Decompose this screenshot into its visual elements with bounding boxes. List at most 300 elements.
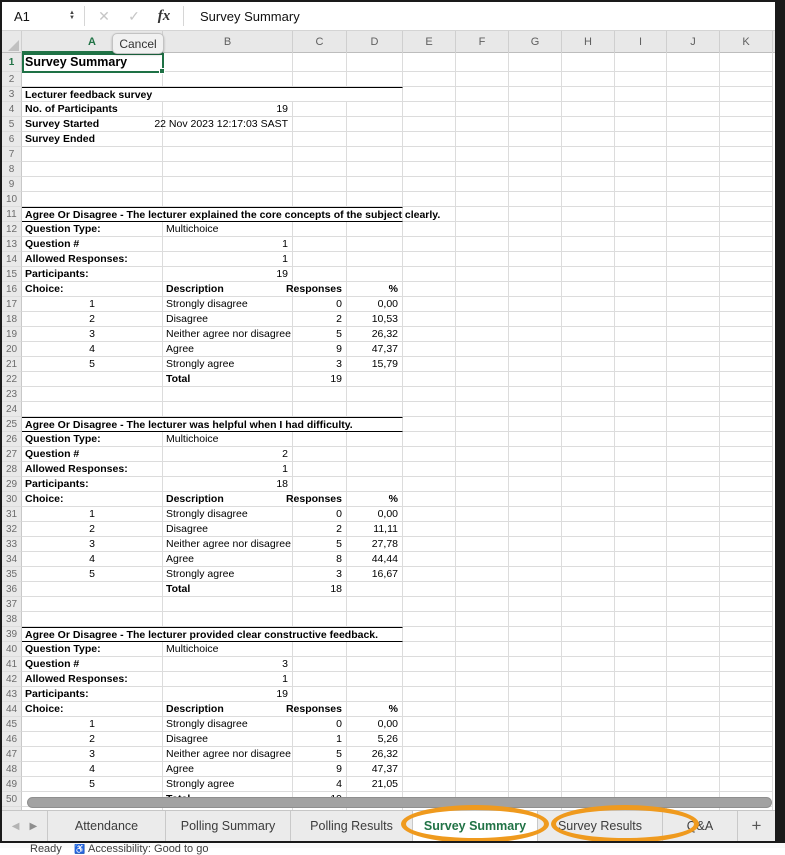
- cell-G37[interactable]: [509, 597, 562, 612]
- row-header-23[interactable]: 23: [2, 387, 22, 402]
- cell-F25[interactable]: [456, 417, 509, 432]
- cell-F47[interactable]: [456, 747, 509, 762]
- cell-B33[interactable]: Neither agree nor disagree: [163, 537, 293, 552]
- tab-nav-right-icon[interactable]: ▶: [29, 820, 38, 832]
- cell-A20[interactable]: 4: [22, 342, 163, 357]
- cell-J3[interactable]: [667, 87, 720, 102]
- cell-H10[interactable]: [562, 192, 615, 207]
- row-header-25[interactable]: 25: [2, 417, 22, 432]
- cell-A36[interactable]: [22, 582, 163, 597]
- cell-K21[interactable]: [720, 357, 773, 372]
- cell-G45[interactable]: [509, 717, 562, 732]
- cell-H21[interactable]: [562, 357, 615, 372]
- row-header-19[interactable]: 19: [2, 327, 22, 342]
- cell-J32[interactable]: [667, 522, 720, 537]
- cell-F26[interactable]: [456, 432, 509, 447]
- cell-D21[interactable]: 15,79: [347, 357, 403, 372]
- name-box-spinner[interactable]: [64, 11, 80, 21]
- cell-E35[interactable]: [403, 567, 456, 582]
- cell-K27[interactable]: [720, 447, 773, 462]
- cell-B8[interactable]: [163, 162, 293, 177]
- cell-A40[interactable]: Question Type:: [22, 642, 163, 657]
- column-header-E[interactable]: E: [403, 31, 456, 53]
- cell-H6[interactable]: [562, 132, 615, 147]
- row-header-2[interactable]: 2: [2, 72, 22, 87]
- cell-C19[interactable]: 5: [293, 327, 347, 342]
- cell-A45[interactable]: 1: [22, 717, 163, 732]
- cell-B43[interactable]: 19: [163, 687, 293, 702]
- cell-D24[interactable]: [347, 402, 403, 417]
- cell-H4[interactable]: [562, 102, 615, 117]
- column-header-J[interactable]: J: [667, 31, 720, 53]
- cell-K43[interactable]: [720, 687, 773, 702]
- column-header-K[interactable]: K: [720, 31, 773, 53]
- cell-D40[interactable]: [347, 642, 403, 657]
- cell-A48[interactable]: 4: [22, 762, 163, 777]
- cell-H13[interactable]: [562, 237, 615, 252]
- cell-I35[interactable]: [615, 567, 667, 582]
- cell-E47[interactable]: [403, 747, 456, 762]
- cell-I8[interactable]: [615, 162, 667, 177]
- cell-G23[interactable]: [509, 387, 562, 402]
- cell-A28[interactable]: Allowed Responses:: [22, 462, 163, 477]
- cell-D13[interactable]: [347, 237, 403, 252]
- cell-I32[interactable]: [615, 522, 667, 537]
- cell-G27[interactable]: [509, 447, 562, 462]
- cell-K13[interactable]: [720, 237, 773, 252]
- cell-H31[interactable]: [562, 507, 615, 522]
- cell-I31[interactable]: [615, 507, 667, 522]
- cell-B21[interactable]: Strongly agree: [163, 357, 293, 372]
- cell-G18[interactable]: [509, 312, 562, 327]
- cell-B32[interactable]: Disagree: [163, 522, 293, 537]
- cell-D23[interactable]: [347, 387, 403, 402]
- cell-E36[interactable]: [403, 582, 456, 597]
- row-header-41[interactable]: 41: [2, 657, 22, 672]
- cell-D28[interactable]: [347, 462, 403, 477]
- cell-F33[interactable]: [456, 537, 509, 552]
- cell-K49[interactable]: [720, 777, 773, 792]
- cell-I33[interactable]: [615, 537, 667, 552]
- row-header-34[interactable]: 34: [2, 552, 22, 567]
- column-header-C[interactable]: C: [293, 31, 347, 53]
- cell-A41[interactable]: Question #: [22, 657, 163, 672]
- cell-I17[interactable]: [615, 297, 667, 312]
- cell-D22[interactable]: [347, 372, 403, 387]
- cell-G32[interactable]: [509, 522, 562, 537]
- cell-B47[interactable]: Neither agree nor disagree: [163, 747, 293, 762]
- cell-D44[interactable]: %: [347, 702, 403, 717]
- cell-H37[interactable]: [562, 597, 615, 612]
- cell-A43[interactable]: Participants:: [22, 687, 163, 702]
- row-header-37[interactable]: 37: [2, 597, 22, 612]
- row-header-44[interactable]: 44: [2, 702, 22, 717]
- cell-J35[interactable]: [667, 567, 720, 582]
- cell-F2[interactable]: [456, 72, 509, 87]
- cell-A31[interactable]: 1: [22, 507, 163, 522]
- column-header-I[interactable]: I: [615, 31, 667, 53]
- cell-G24[interactable]: [509, 402, 562, 417]
- cell-E48[interactable]: [403, 762, 456, 777]
- cell-C10[interactable]: [293, 192, 347, 207]
- cell-J38[interactable]: [667, 612, 720, 627]
- cell-F23[interactable]: [456, 387, 509, 402]
- cell-B16[interactable]: Description: [163, 282, 293, 297]
- cell-I13[interactable]: [615, 237, 667, 252]
- cell-D10[interactable]: [347, 192, 403, 207]
- cell-C4[interactable]: [293, 102, 347, 117]
- cell-I48[interactable]: [615, 762, 667, 777]
- cell-D35[interactable]: 16,67: [347, 567, 403, 582]
- cell-C49[interactable]: 4: [293, 777, 347, 792]
- cell-B24[interactable]: [163, 402, 293, 417]
- cell-B27[interactable]: 2: [163, 447, 293, 462]
- cell-F12[interactable]: [456, 222, 509, 237]
- cell-F20[interactable]: [456, 342, 509, 357]
- cell-K14[interactable]: [720, 252, 773, 267]
- cell-A4[interactable]: No. of Participants: [22, 102, 163, 117]
- cell-G1[interactable]: [509, 53, 562, 72]
- cell-I29[interactable]: [615, 477, 667, 492]
- cell-K7[interactable]: [720, 147, 773, 162]
- cell-K22[interactable]: [720, 372, 773, 387]
- cell-J13[interactable]: [667, 237, 720, 252]
- cell-K42[interactable]: [720, 672, 773, 687]
- cell-B44[interactable]: Description: [163, 702, 293, 717]
- cell-J39[interactable]: [667, 627, 720, 642]
- cell-D32[interactable]: 11,11: [347, 522, 403, 537]
- cell-E24[interactable]: [403, 402, 456, 417]
- cell-B38[interactable]: [163, 612, 293, 627]
- cell-H46[interactable]: [562, 732, 615, 747]
- sheet-tab-survey-results[interactable]: Survey Results: [537, 811, 662, 841]
- cell-I12[interactable]: [615, 222, 667, 237]
- cell-I37[interactable]: [615, 597, 667, 612]
- cell-F45[interactable]: [456, 717, 509, 732]
- cell-J14[interactable]: [667, 252, 720, 267]
- cell-E12[interactable]: [403, 222, 456, 237]
- cell-B37[interactable]: [163, 597, 293, 612]
- cell-E17[interactable]: [403, 297, 456, 312]
- cell-G3[interactable]: [509, 87, 562, 102]
- cell-D38[interactable]: [347, 612, 403, 627]
- cell-A24[interactable]: [22, 402, 163, 417]
- cell-H8[interactable]: [562, 162, 615, 177]
- cell-C20[interactable]: 9: [293, 342, 347, 357]
- cell-B19[interactable]: Neither agree nor disagree: [163, 327, 293, 342]
- cell-B34[interactable]: Agree: [163, 552, 293, 567]
- cell-C42[interactable]: [293, 672, 347, 687]
- cell-I7[interactable]: [615, 147, 667, 162]
- cell-K12[interactable]: [720, 222, 773, 237]
- cell-D48[interactable]: 47,37: [347, 762, 403, 777]
- cell-J25[interactable]: [667, 417, 720, 432]
- cell-D47[interactable]: 26,32: [347, 747, 403, 762]
- cell-A19[interactable]: 3: [22, 327, 163, 342]
- cell-E5[interactable]: [403, 117, 456, 132]
- cell-J15[interactable]: [667, 267, 720, 282]
- cell-I34[interactable]: [615, 552, 667, 567]
- cell-C2[interactable]: [293, 72, 347, 87]
- cell-E4[interactable]: [403, 102, 456, 117]
- cell-J36[interactable]: [667, 582, 720, 597]
- cell-B49[interactable]: Strongly agree: [163, 777, 293, 792]
- cell-B4[interactable]: 19: [163, 102, 293, 117]
- cell-E40[interactable]: [403, 642, 456, 657]
- cell-K17[interactable]: [720, 297, 773, 312]
- cell-A1[interactable]: Survey Summary: [22, 53, 163, 72]
- cell-K20[interactable]: [720, 342, 773, 357]
- cell-E22[interactable]: [403, 372, 456, 387]
- cell-B29[interactable]: 18: [163, 477, 293, 492]
- cell-B23[interactable]: [163, 387, 293, 402]
- sheet-tab-polling-results[interactable]: Polling Results: [290, 811, 412, 841]
- cell-J48[interactable]: [667, 762, 720, 777]
- cell-F40[interactable]: [456, 642, 509, 657]
- cell-G48[interactable]: [509, 762, 562, 777]
- cell-A21[interactable]: 5: [22, 357, 163, 372]
- cell-K32[interactable]: [720, 522, 773, 537]
- cell-I20[interactable]: [615, 342, 667, 357]
- cell-A44[interactable]: Choice:: [22, 702, 163, 717]
- cell-K35[interactable]: [720, 567, 773, 582]
- cell-B9[interactable]: [163, 177, 293, 192]
- cell-C35[interactable]: 3: [293, 567, 347, 582]
- cell-E3[interactable]: [403, 87, 456, 102]
- cell-K4[interactable]: [720, 102, 773, 117]
- cell-K40[interactable]: [720, 642, 773, 657]
- cell-D2[interactable]: [347, 72, 403, 87]
- cell-D36[interactable]: [347, 582, 403, 597]
- cell-J31[interactable]: [667, 507, 720, 522]
- cell-F48[interactable]: [456, 762, 509, 777]
- cell-I4[interactable]: [615, 102, 667, 117]
- cell-C8[interactable]: [293, 162, 347, 177]
- cell-H42[interactable]: [562, 672, 615, 687]
- cell-B45[interactable]: Strongly disagree: [163, 717, 293, 732]
- cell-I38[interactable]: [615, 612, 667, 627]
- cell-H39[interactable]: [562, 627, 615, 642]
- cell-E2[interactable]: [403, 72, 456, 87]
- cell-C12[interactable]: [293, 222, 347, 237]
- cell-K19[interactable]: [720, 327, 773, 342]
- cell-E20[interactable]: [403, 342, 456, 357]
- cell-K36[interactable]: [720, 582, 773, 597]
- cell-J45[interactable]: [667, 717, 720, 732]
- cell-H33[interactable]: [562, 537, 615, 552]
- cell-A42[interactable]: Allowed Responses:: [22, 672, 163, 687]
- cell-H9[interactable]: [562, 177, 615, 192]
- cell-K25[interactable]: [720, 417, 773, 432]
- cell-E43[interactable]: [403, 687, 456, 702]
- cell-B7[interactable]: [163, 147, 293, 162]
- cell-G47[interactable]: [509, 747, 562, 762]
- cell-K1[interactable]: [720, 53, 773, 72]
- cell-B18[interactable]: Disagree: [163, 312, 293, 327]
- cell-D42[interactable]: [347, 672, 403, 687]
- cell-J37[interactable]: [667, 597, 720, 612]
- cell-H40[interactable]: [562, 642, 615, 657]
- cell-H11[interactable]: [562, 207, 615, 222]
- cell-A25[interactable]: Agree Or Disagree - The lecturer was helpful when I had difficulty.: [22, 417, 403, 432]
- cell-G4[interactable]: [509, 102, 562, 117]
- cell-F15[interactable]: [456, 267, 509, 282]
- cell-G2[interactable]: [509, 72, 562, 87]
- cell-I2[interactable]: [615, 72, 667, 87]
- cell-K18[interactable]: [720, 312, 773, 327]
- cell-G40[interactable]: [509, 642, 562, 657]
- cell-C1[interactable]: [293, 53, 347, 72]
- cell-E32[interactable]: [403, 522, 456, 537]
- cell-I3[interactable]: [615, 87, 667, 102]
- row-header-16[interactable]: 16: [2, 282, 22, 297]
- cell-H18[interactable]: [562, 312, 615, 327]
- fx-icon[interactable]: fx: [157, 7, 171, 24]
- sheet-tab-survey-summary[interactable]: Survey Summary: [412, 811, 537, 841]
- cell-H1[interactable]: [562, 53, 615, 72]
- cell-K6[interactable]: [720, 132, 773, 147]
- cell-I36[interactable]: [615, 582, 667, 597]
- cell-C24[interactable]: [293, 402, 347, 417]
- cell-A32[interactable]: 2: [22, 522, 163, 537]
- cell-A26[interactable]: Question Type:: [22, 432, 163, 447]
- cell-H25[interactable]: [562, 417, 615, 432]
- cell-A30[interactable]: Choice:: [22, 492, 163, 507]
- cell-A6[interactable]: Survey Ended: [22, 132, 163, 147]
- cell-F44[interactable]: [456, 702, 509, 717]
- cell-J30[interactable]: [667, 492, 720, 507]
- cell-K11[interactable]: [720, 207, 773, 222]
- cell-F21[interactable]: [456, 357, 509, 372]
- cell-E45[interactable]: [403, 717, 456, 732]
- cell-K31[interactable]: [720, 507, 773, 522]
- cell-C17[interactable]: 0: [293, 297, 347, 312]
- cell-A14[interactable]: Allowed Responses:: [22, 252, 163, 267]
- column-header-F[interactable]: F: [456, 31, 509, 53]
- row-header-11[interactable]: 11: [2, 207, 22, 222]
- cell-C18[interactable]: 2: [293, 312, 347, 327]
- cell-H3[interactable]: [562, 87, 615, 102]
- row-header-45[interactable]: 45: [2, 717, 22, 732]
- cell-D9[interactable]: [347, 177, 403, 192]
- cell-G11[interactable]: [509, 207, 562, 222]
- cell-A17[interactable]: 1: [22, 297, 163, 312]
- cell-D1[interactable]: [347, 53, 403, 72]
- cell-J29[interactable]: [667, 477, 720, 492]
- cell-G42[interactable]: [509, 672, 562, 687]
- cell-I5[interactable]: [615, 117, 667, 132]
- tab-nav-left-icon[interactable]: ◀: [11, 820, 20, 832]
- cell-J2[interactable]: [667, 72, 720, 87]
- select-all-corner[interactable]: [2, 31, 22, 53]
- cell-J40[interactable]: [667, 642, 720, 657]
- cell-G49[interactable]: [509, 777, 562, 792]
- cell-I22[interactable]: [615, 372, 667, 387]
- cell-D29[interactable]: [347, 477, 403, 492]
- cell-F8[interactable]: [456, 162, 509, 177]
- row-header-27[interactable]: 27: [2, 447, 22, 462]
- row-header-24[interactable]: 24: [2, 402, 22, 417]
- cell-K2[interactable]: [720, 72, 773, 87]
- cell-G12[interactable]: [509, 222, 562, 237]
- cell-C9[interactable]: [293, 177, 347, 192]
- cell-H26[interactable]: [562, 432, 615, 447]
- cell-I25[interactable]: [615, 417, 667, 432]
- cell-D15[interactable]: [347, 267, 403, 282]
- cell-E31[interactable]: [403, 507, 456, 522]
- formula-input[interactable]: Survey Summary: [200, 8, 300, 24]
- cell-H34[interactable]: [562, 552, 615, 567]
- cell-E18[interactable]: [403, 312, 456, 327]
- cell-E30[interactable]: [403, 492, 456, 507]
- cell-H36[interactable]: [562, 582, 615, 597]
- cell-I23[interactable]: [615, 387, 667, 402]
- cell-B36[interactable]: Total: [163, 582, 293, 597]
- cell-B48[interactable]: Agree: [163, 762, 293, 777]
- cell-I43[interactable]: [615, 687, 667, 702]
- row-header-17[interactable]: 17: [2, 297, 22, 312]
- cell-K26[interactable]: [720, 432, 773, 447]
- row-header-26[interactable]: 26: [2, 432, 22, 447]
- cell-E27[interactable]: [403, 447, 456, 462]
- column-header-D[interactable]: D: [347, 31, 403, 53]
- cell-A12[interactable]: Question Type:: [22, 222, 163, 237]
- cell-K3[interactable]: [720, 87, 773, 102]
- row-header-43[interactable]: 43: [2, 687, 22, 702]
- cell-F39[interactable]: [456, 627, 509, 642]
- cell-C14[interactable]: [293, 252, 347, 267]
- cell-K41[interactable]: [720, 657, 773, 672]
- cell-C41[interactable]: [293, 657, 347, 672]
- cell-F41[interactable]: [456, 657, 509, 672]
- cell-J34[interactable]: [667, 552, 720, 567]
- cell-F24[interactable]: [456, 402, 509, 417]
- row-header-9[interactable]: 9: [2, 177, 22, 192]
- row-header-32[interactable]: 32: [2, 522, 22, 537]
- cell-A23[interactable]: [22, 387, 163, 402]
- cell-G25[interactable]: [509, 417, 562, 432]
- cell-C29[interactable]: [293, 477, 347, 492]
- cell-J42[interactable]: [667, 672, 720, 687]
- cell-H41[interactable]: [562, 657, 615, 672]
- cell-F46[interactable]: [456, 732, 509, 747]
- cell-E39[interactable]: [403, 627, 456, 642]
- cell-J26[interactable]: [667, 432, 720, 447]
- cell-H16[interactable]: [562, 282, 615, 297]
- cell-A27[interactable]: Question #: [22, 447, 163, 462]
- row-header-15[interactable]: 15: [2, 267, 22, 282]
- cell-C32[interactable]: 2: [293, 522, 347, 537]
- cell-F7[interactable]: [456, 147, 509, 162]
- cell-E29[interactable]: [403, 477, 456, 492]
- cell-J18[interactable]: [667, 312, 720, 327]
- cell-E33[interactable]: [403, 537, 456, 552]
- row-header-13[interactable]: 13: [2, 237, 22, 252]
- cell-E44[interactable]: [403, 702, 456, 717]
- cell-D19[interactable]: 26,32: [347, 327, 403, 342]
- cell-C34[interactable]: 8: [293, 552, 347, 567]
- cell-G31[interactable]: [509, 507, 562, 522]
- cell-G9[interactable]: [509, 177, 562, 192]
- cell-H32[interactable]: [562, 522, 615, 537]
- cell-I1[interactable]: [615, 53, 667, 72]
- cell-F16[interactable]: [456, 282, 509, 297]
- cell-F5[interactable]: [456, 117, 509, 132]
- cell-J24[interactable]: [667, 402, 720, 417]
- cell-D46[interactable]: 5,26: [347, 732, 403, 747]
- cell-B42[interactable]: 1: [163, 672, 293, 687]
- cell-E37[interactable]: [403, 597, 456, 612]
